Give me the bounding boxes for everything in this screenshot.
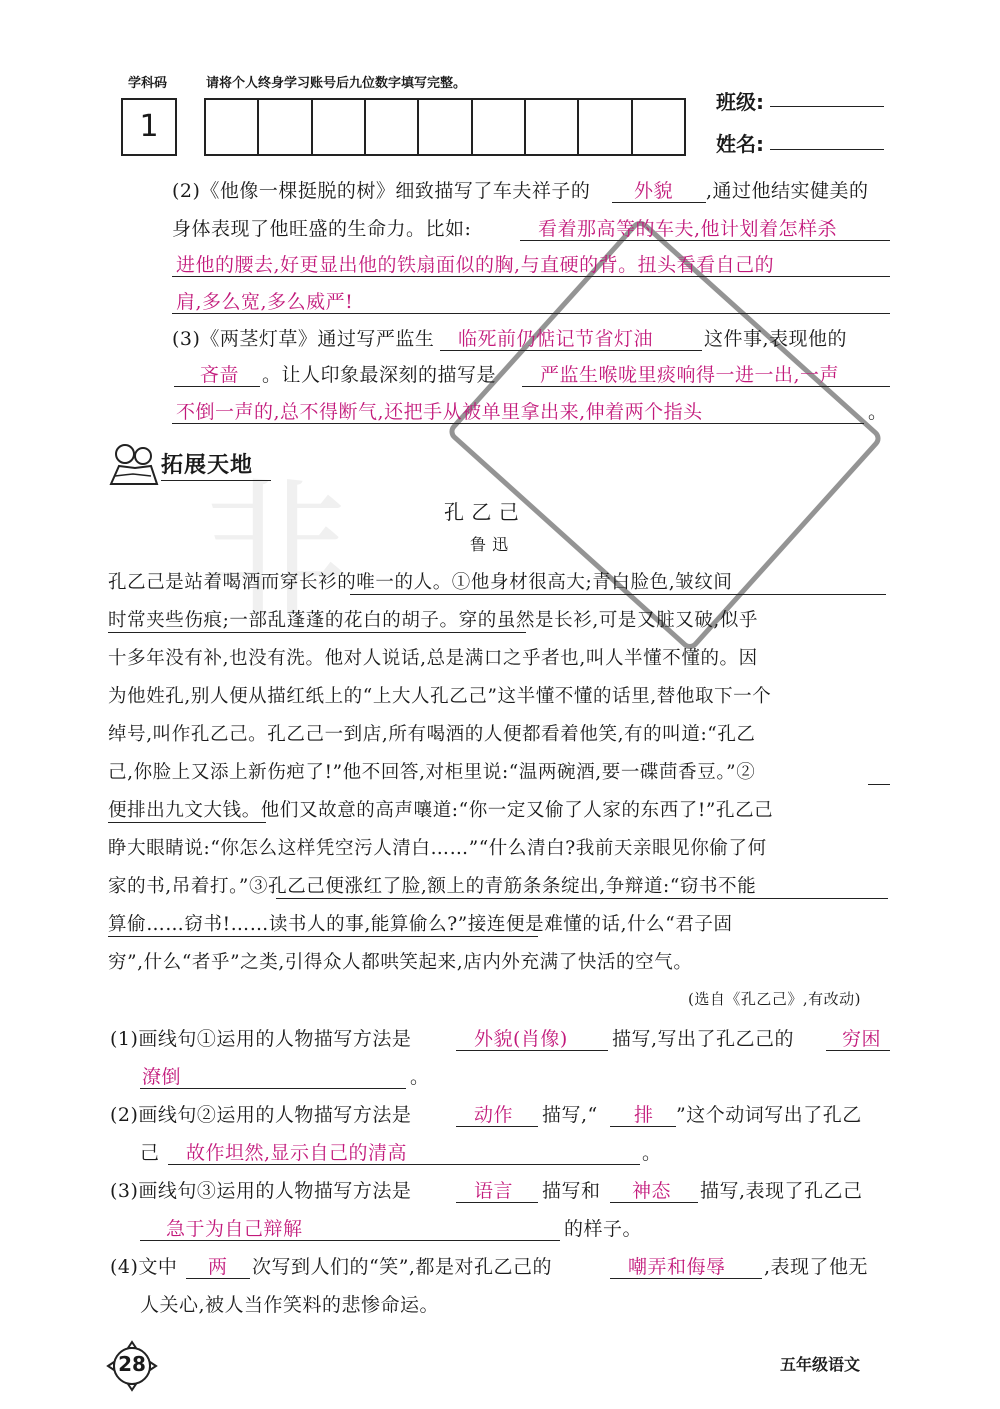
passage-line: 十多年没有补,也没有洗。他对人说话,总是满口之乎者也,叫人半懂不懂的。因: [108, 648, 758, 669]
q2-answer-2: 排: [634, 1104, 654, 1126]
answer-line: [172, 276, 890, 277]
sentence-underline: [868, 784, 890, 785]
class-label: 班级:: [716, 90, 764, 114]
answer-line: [612, 202, 706, 203]
digit-cell[interactable]: [313, 100, 366, 154]
q2-top-answer-2: 看着那高等的车夫,他计划着怎样杀: [538, 218, 838, 240]
q3-answer-1: 语言: [474, 1180, 514, 1202]
passage-line: 己,你脸上又添上新伤疤了!”他不回答,对柜里说:“温两碗酒,要一碟茴香豆。”②: [108, 762, 756, 783]
digit-cell[interactable]: [473, 100, 526, 154]
answer-line: [610, 1278, 762, 1279]
passage-line: 孔乙己是站着喝酒而穿长衫的唯一的人。①他身材很高大;青白脸色,皱纹间: [108, 572, 733, 593]
answer-line: [172, 423, 864, 424]
digit-cell[interactable]: [419, 100, 472, 154]
q4-text-mid: 次写到人们的“笑”,都是对孔乙己的: [252, 1256, 552, 1278]
account-number-grid[interactable]: [204, 98, 686, 156]
digit-cell[interactable]: [259, 100, 312, 154]
answer-line: [610, 1126, 676, 1127]
passage-line: 为他姓孔,别人便从描红纸上的“上大人孔乙己”这半懂不懂的话里,替他取下一个: [108, 686, 772, 707]
q3-top-answer-4: 不倒一声的,总不得断气,还把手从被单里拿出来,伸着两个指头: [176, 401, 703, 423]
digit-cell[interactable]: [206, 100, 259, 154]
passage-line: 家的书,吊着打。”③孔乙己便涨红了脸,额上的青筋条条绽出,争辩道:“窃书不能: [108, 876, 757, 897]
passage-line: 绰号,叫作孔乙己。孔乙己一到店,所有喝酒的人便都看着他笑,有的叫道:“孔乙: [108, 724, 756, 745]
page-number: 28: [118, 1352, 146, 1376]
passage-line: 睁大眼睛说:“你怎么这样凭空污人清白……”“什么清白?我前天亲眼见你偷了何: [108, 838, 767, 859]
answer-line: [456, 1126, 538, 1127]
section-banner: [105, 440, 270, 490]
q3-text-line2: 的样子。: [564, 1218, 643, 1240]
q3-top-answer-3: 严监生喉咙里痰响得一进一出,一声: [540, 364, 840, 386]
q4-text-tail: ,表现了他无: [764, 1256, 869, 1278]
answer-line: [610, 1202, 698, 1203]
class-field[interactable]: [770, 106, 884, 107]
q1-answer-3: 潦倒: [142, 1066, 182, 1088]
section-title: 拓展天地: [161, 453, 254, 478]
q3-top-line1-text: (3)《两茎灯草》通过写严监生: [172, 328, 435, 350]
sentence-underline: [350, 594, 886, 595]
q3-top-line1-tail: 这件事,表现他的: [704, 328, 848, 350]
answer-line: [186, 1278, 250, 1279]
digit-cell[interactable]: [526, 100, 579, 154]
digit-cell[interactable]: [366, 100, 419, 154]
answer-line: [168, 1164, 640, 1165]
name-label: 姓名:: [716, 132, 764, 156]
answer-line: [520, 240, 890, 241]
q2-top-line1-text: (2)《他像一棵挺脱的树》细致描写了车夫祥子的: [172, 180, 591, 202]
answer-line: [140, 1088, 406, 1089]
kids-reading-icon: [105, 440, 161, 490]
digit-cell[interactable]: [579, 100, 632, 154]
sentence-underline: [108, 632, 526, 633]
q1-text-mid: 描写,写出了孔乙己的: [612, 1028, 795, 1050]
q4-text-line2: 人关心,被人当作笑料的悲惨命运。: [140, 1294, 440, 1316]
sentence-underline: [108, 936, 538, 937]
q2-top-line1-tail: ,通过他结实健美的: [706, 180, 869, 202]
q1-end-mark: 。: [410, 1066, 430, 1088]
name-field[interactable]: [770, 149, 884, 150]
q3-text: (3)画线句③运用的人物描写方法是: [110, 1180, 412, 1202]
q2-answer-3: 故作坦然,显示自己的清高: [186, 1142, 408, 1164]
q1-text: (1)画线句①运用的人物描写方法是: [110, 1028, 412, 1050]
passage-author: 鲁 迅: [470, 535, 509, 554]
q2-top-answer-3: 进他的腰去,好更显出他的铁扇面似的胸,与直硬的背。扭头看看自己的: [176, 254, 775, 276]
subject-code-label: 学科码: [128, 76, 168, 91]
q3-text-tail: 描写,表现了孔乙己: [700, 1180, 863, 1202]
answer-line: [522, 386, 890, 387]
q3-text-mid: 描写和: [542, 1180, 601, 1202]
q2-top-line2-text: 身体表现了他旺盛的生命力。比如:: [172, 218, 472, 240]
answer-line: [440, 350, 702, 351]
q3-top-end-mark: 。: [868, 401, 888, 423]
page-number-badge: [104, 1338, 160, 1394]
passage-line: 时常夹些伤痕;一部乱蓬蓬的花白的胡子。穿的虽然是长衫,可是又脏又破,似乎: [108, 610, 759, 631]
q4-text: (4)文中: [110, 1256, 178, 1278]
instruction-text: 请将个人终身学习账号后九位数字填写完整。: [206, 76, 467, 91]
sentence-underline: [108, 822, 266, 823]
q3-top-line2-text: 。让人印象最深刻的描写是: [262, 364, 497, 386]
q3-answer-2: 神态: [632, 1180, 672, 1202]
passage-title: 孔 乙 己: [444, 500, 520, 524]
passage-source: (选自《孔乙己》,有改动): [688, 990, 861, 1008]
q2-top-answer-1: 外貌: [634, 180, 674, 202]
answer-line: [172, 313, 890, 314]
q2-text-mid: 描写,“: [542, 1104, 598, 1126]
q2-text: (2)画线句②运用的人物描写方法是: [110, 1104, 412, 1126]
sentence-underline: [276, 898, 888, 899]
q2-top-answer-4: 肩,多么宽,多么威严!: [176, 291, 354, 313]
q1-answer-2: 穷困: [842, 1028, 882, 1050]
q2-text-line2: 己: [140, 1142, 160, 1164]
q2-text-tail: ”这个动词写出了孔乙: [676, 1104, 862, 1126]
passage-line: 便排出九文大钱。他们又故意的高声嚷道:“你一定又偷了人家的东西了!”孔乙己: [108, 800, 774, 821]
q2-answer-1: 动作: [474, 1104, 514, 1126]
q3-top-answer-2: 吝啬: [200, 364, 240, 386]
digit-cell[interactable]: [633, 100, 684, 154]
subject-code-box: 1: [121, 98, 177, 156]
passage-line: 穷”,什么“者乎”之类,引得众人都哄笑起来,店内外充满了快活的空气。: [108, 952, 693, 973]
q2-end-mark: 。: [642, 1142, 662, 1164]
section-underline: [161, 480, 271, 481]
q3-top-answer-1: 临死前仍惦记节省灯油: [458, 328, 654, 350]
answer-line: [456, 1202, 538, 1203]
q4-answer-1: 两: [208, 1256, 228, 1278]
answer-line: [456, 1050, 608, 1051]
q1-answer-1: 外貌(肖像): [474, 1028, 568, 1050]
answer-line: [140, 1240, 560, 1241]
book-label: 五年级语文: [780, 1355, 861, 1374]
answer-line: [826, 1050, 890, 1051]
q4-answer-2: 嘲弄和侮辱: [628, 1256, 726, 1278]
q3-answer-3: 急于为自己辩解: [166, 1218, 303, 1240]
watermark-text: 非: [200, 465, 351, 639]
answer-line: [174, 386, 260, 387]
passage-line: 算偷……窃书!……读书人的事,能算偷么?”接连便是难懂的话,什么“君子固: [108, 914, 733, 935]
